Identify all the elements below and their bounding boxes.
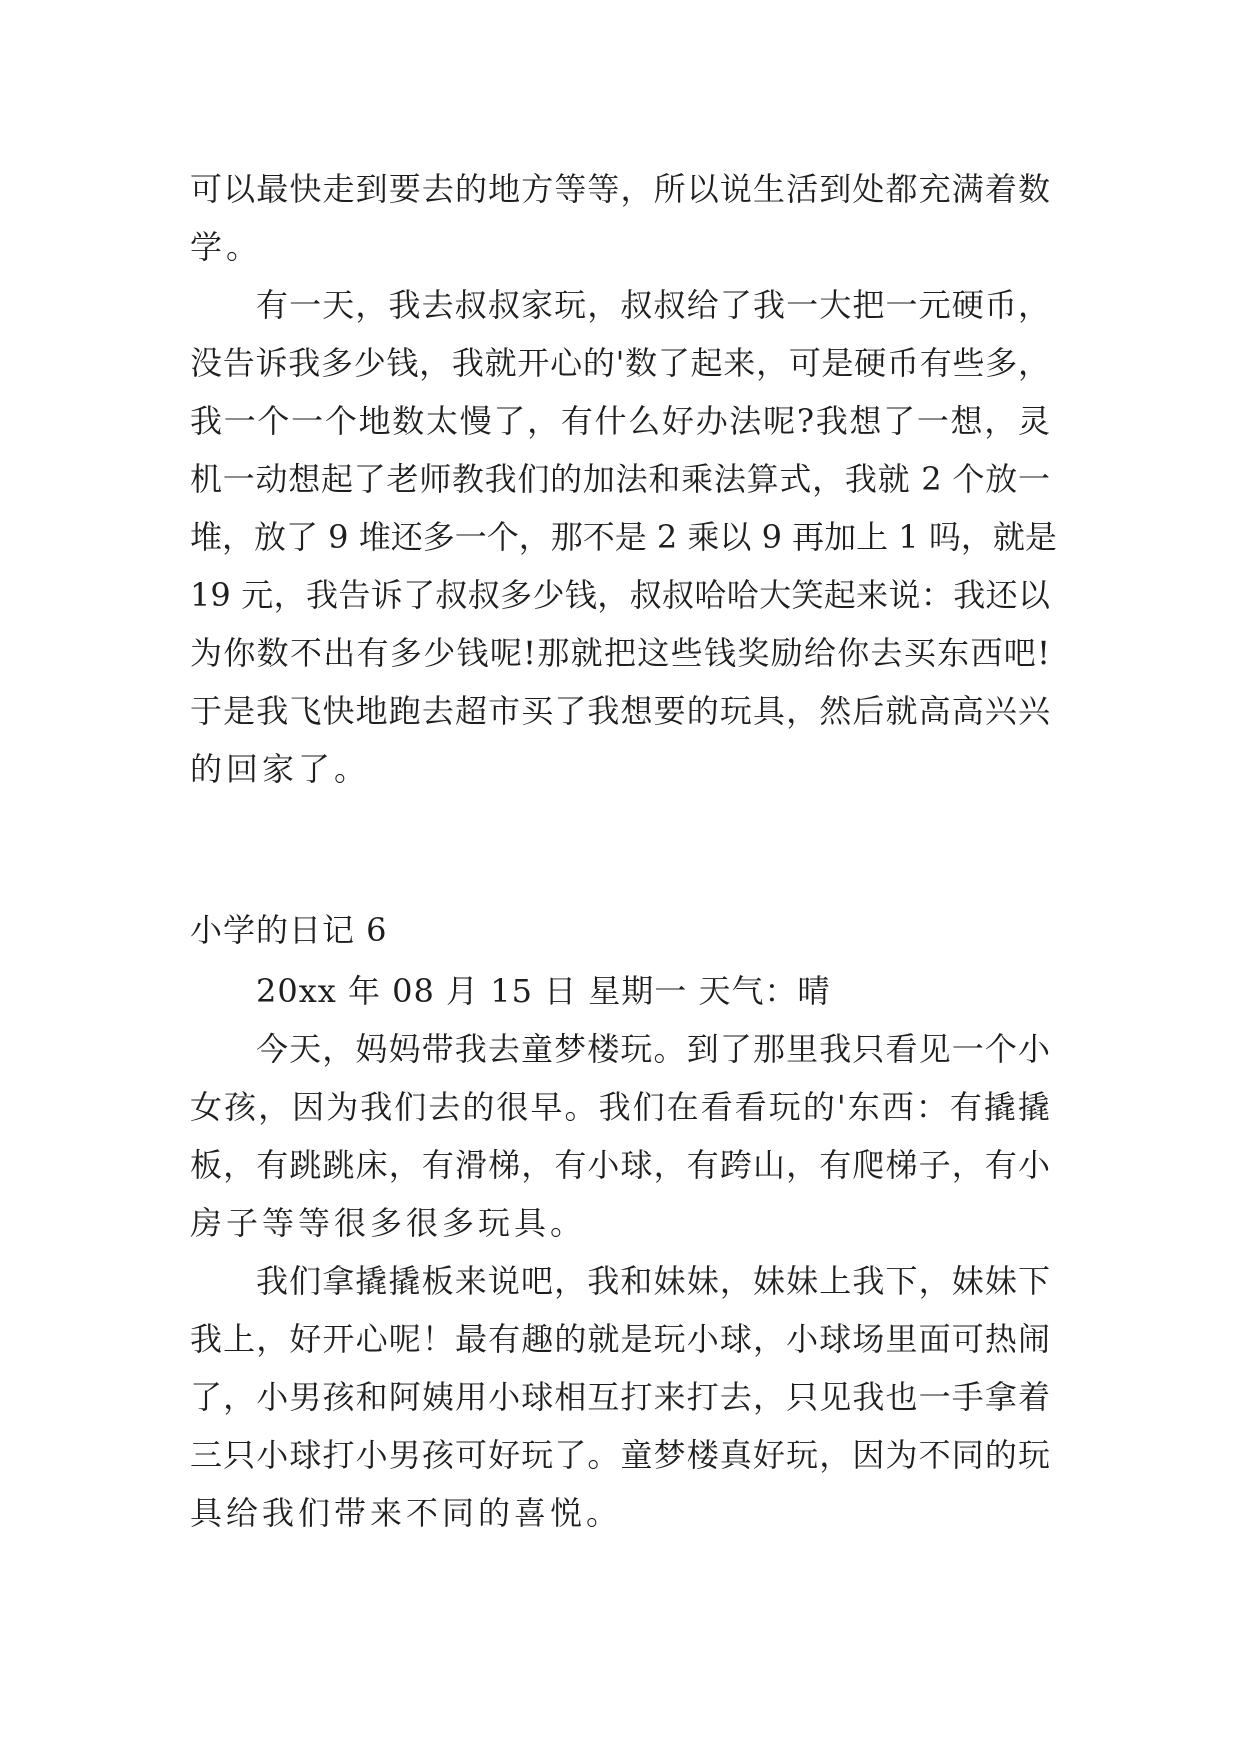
text-line: 我一个一个地数太慢了，有什么好办法呢?我想了一想，灵	[190, 402, 1050, 440]
document-body	[190, 160, 1057, 1542]
paragraph-math-life	[190, 160, 1050, 276]
paragraph-seesaw-and-balls	[190, 1252, 1050, 1542]
text-line: 有一天，我去叔叔家玩，叔叔给了我一大把一元硬币，	[256, 286, 1050, 324]
text-line: 我们拿撬撬板来说吧，我和妹妹，妹妹上我下，妹妹下	[256, 1262, 1050, 1300]
section-gap	[190, 798, 1050, 898]
text-line: 板，有跳跳床，有滑梯，有小球，有跨山，有爬梯子，有小	[190, 1146, 1050, 1184]
text-line: 了，小男孩和阿姨用小球相互打来打去，只见我也一手拿着	[190, 1378, 1050, 1416]
text-line: 学。	[190, 228, 263, 266]
text-line: 三只小球打小男孩可好玩了。童梦楼真好玩，因为不同的玩	[190, 1436, 1050, 1474]
text-line: 女孩，因为我们去的很早。我们在看看玩的'东西：有撬撬	[190, 1088, 1050, 1126]
text-line: 今天，妈妈带我去童梦楼玩。到了那里我只看见一个小	[256, 1030, 1050, 1068]
text-line: 机一动想起了老师教我们的加法和乘法算式，我就 2 个放一	[190, 460, 1050, 498]
text-line: 堆，放了 9 堆还多一个，那不是 2 乘以 9 再加上 1 吗，就是	[190, 518, 1057, 556]
diary-date-line: 20xx 年 08 月 15 日 星期一 天气：晴	[256, 972, 831, 1010]
text-line: 我上，好开心呢！最有趣的就是玩小球，小球场里面可热闹	[190, 1320, 1050, 1358]
paragraph-counting-coins	[190, 276, 1057, 798]
text-line: 没告诉我多少钱，我就开心的'数了起来，可是硬币有些多，	[190, 344, 1050, 382]
text-line: 房子等等很多很多玩具。	[190, 1204, 587, 1242]
section-heading: 小学的日记 6	[190, 911, 388, 949]
text-line: 于是我飞快地跑去超市买了我想要的玩具，然后就高高兴兴	[190, 692, 1050, 730]
paragraph-dream-building	[190, 1020, 1050, 1252]
text-line: 具给我们带来不同的喜悦。	[190, 1494, 623, 1532]
text-line: 19 元，我告诉了叔叔多少钱，叔叔哈哈大笑起来说：我还以	[190, 576, 1050, 614]
text-line: 为你数不出有多少钱呢!那就把这些钱奖励给你去买东西吧!	[190, 634, 1050, 672]
text-line: 可以最快走到要去的地方等等，所以说生活到处都充满着数	[190, 170, 1050, 208]
text-line: 的回家了。	[190, 750, 371, 788]
